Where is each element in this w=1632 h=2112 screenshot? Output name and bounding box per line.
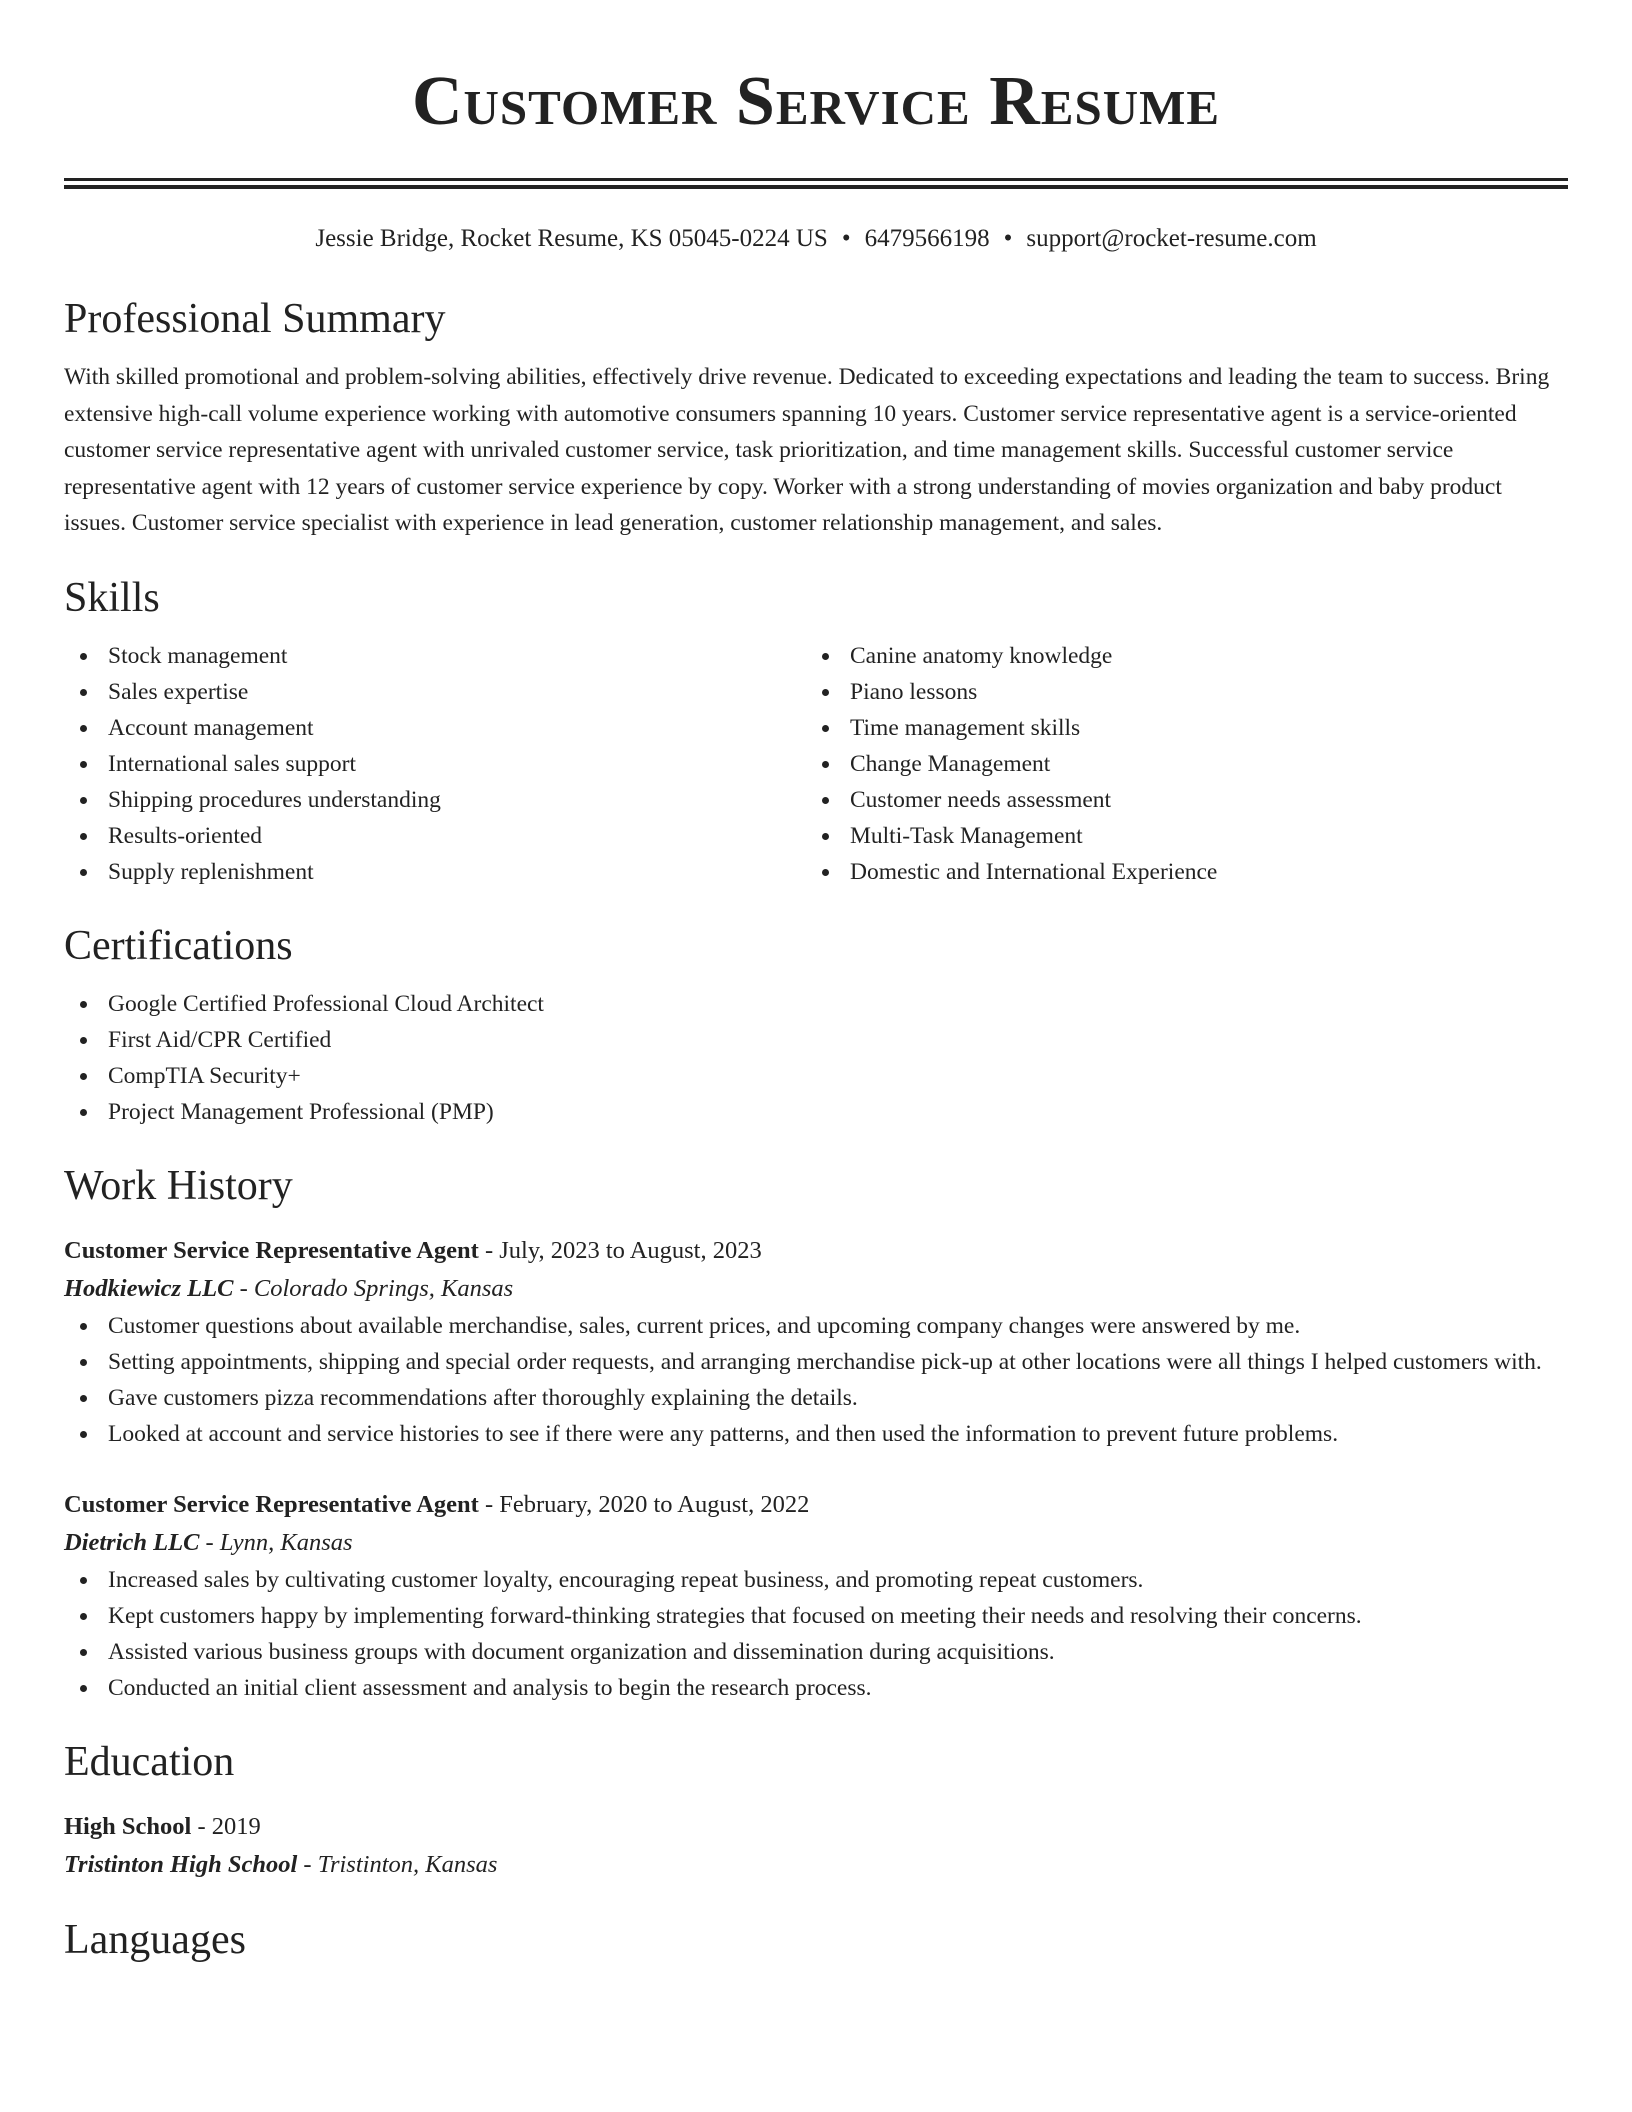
job-duty-item: Gave customers pizza recommendations after thoroughly explaining the details. xyxy=(64,1380,1568,1416)
job-dates: - February, 2020 to August, 2022 xyxy=(478,1490,810,1518)
skill-item: Results-oriented xyxy=(64,818,806,854)
job-duty-item: Assisted various business groups with document organization and dissemination during acquisitions. xyxy=(64,1634,1568,1670)
education-heading: Education xyxy=(64,1738,235,1785)
company-line xyxy=(64,1524,1568,1562)
company-name: Hodkiewicz LLC xyxy=(64,1274,234,1302)
job-title-line xyxy=(64,1486,1568,1524)
certification-item: First Aid/CPR Certified xyxy=(64,1022,1568,1058)
job-duty-item: Setting appointments, shipping and special order requests, and arranging merchandise pick-up at other locations were all things I helped customers with. xyxy=(64,1344,1568,1380)
skill-item: Customer needs assessment xyxy=(806,782,1548,818)
job-title-line xyxy=(64,1232,1568,1270)
company-location: - Colorado Springs, Kansas xyxy=(233,1274,514,1302)
job-entry xyxy=(64,1232,1568,1452)
skill-item: Sales expertise xyxy=(64,674,806,710)
skill-item: Shipping procedures understanding xyxy=(64,782,806,818)
skill-item: Canine anatomy knowledge xyxy=(806,638,1548,674)
company-name: Dietrich LLC xyxy=(64,1528,200,1556)
title-divider xyxy=(64,178,1568,189)
skills-column-left xyxy=(64,638,806,890)
job-duty-item: Kept customers happy by implementing forward-thinking strategies that focused on meeting their needs and resolving their concerns. xyxy=(64,1598,1568,1634)
certifications-heading: Certifications xyxy=(64,922,293,969)
job-duty-item: Customer questions about available merchandise, sales, current prices, and upcoming company changes were answered by me. xyxy=(64,1308,1568,1344)
certification-item: CompTIA Security+ xyxy=(64,1058,1568,1094)
skills-columns xyxy=(64,638,1568,890)
summary-text: With skilled promotional and problem-solving abilities, effectively drive revenue. Dedicated to exceeding expectations and leading the team to success. Bring extensive high-call volume experience working with automotive consumers spanning 10 years. Customer service representative agent is a service-oriented customer service representative agent with unrivaled customer service, task prioritization, and time management skills. Successful customer service representative agent with 12 years of customer service experience by copy. Worker with a strong understanding of movies organization and baby product issues. Customer service specialist with experience in lead generation, customer relationship management, and sales. xyxy=(64,364,1550,536)
skill-item: Change Management xyxy=(806,746,1548,782)
job-duties-list xyxy=(64,1308,1568,1452)
job-dates: - July, 2023 to August, 2023 xyxy=(478,1236,762,1264)
education-location: - Tristinton, Kansas xyxy=(297,1850,498,1878)
certification-item: Google Certified Professional Cloud Architect xyxy=(64,986,1568,1022)
summary-heading: Professional Summary xyxy=(64,296,446,342)
company-line xyxy=(64,1270,1568,1308)
certifications-list xyxy=(64,986,1568,1130)
job-duty-item: Increased sales by cultivating customer loyalty, encouraging repeat business, and promoting repeat customers. xyxy=(64,1562,1568,1598)
job-title: Customer Service Representative Agent xyxy=(64,1490,479,1518)
skills-column-right xyxy=(806,638,1548,890)
job-entry xyxy=(64,1486,1568,1706)
education-year: - 2019 xyxy=(191,1812,261,1840)
education-school: Tristinton High School xyxy=(64,1850,298,1878)
languages-heading: Languages xyxy=(64,1916,246,1963)
skill-item: International sales support xyxy=(64,746,806,782)
company-location: - Lynn, Kansas xyxy=(199,1528,353,1556)
education-degree: High School xyxy=(64,1812,192,1840)
skill-item: Multi-Task Management xyxy=(806,818,1548,854)
contact-email: support@rocket-resume.com xyxy=(1026,225,1317,252)
skill-item: Piano lessons xyxy=(806,674,1548,710)
contact-line xyxy=(64,223,1568,255)
contact-separator: • xyxy=(841,225,851,252)
skill-item: Supply replenishment xyxy=(64,854,806,890)
skill-item: Account management xyxy=(64,710,806,746)
contact-separator: • xyxy=(1003,225,1013,252)
skill-item: Time management skills xyxy=(806,710,1548,746)
job-duty-item: Looked at account and service histories to see if there were any patterns, and then used the information to prevent future problems. xyxy=(64,1416,1568,1452)
job-title: Customer Service Representative Agent xyxy=(64,1236,479,1264)
skill-item: Stock management xyxy=(64,638,806,674)
education-entry xyxy=(64,1808,1568,1884)
resume-title: Customer Service Resume xyxy=(411,63,1221,140)
certification-item: Project Management Professional (PMP) xyxy=(64,1094,1568,1130)
contact-phone: 6479566198 xyxy=(864,225,990,252)
job-duty-item: Conducted an initial client assessment and analysis to begin the research process. xyxy=(64,1670,1568,1706)
work-history-heading: Work History xyxy=(64,1162,293,1209)
education-degree-line xyxy=(64,1808,1568,1846)
skills-heading: Skills xyxy=(64,574,160,621)
job-duties-list xyxy=(64,1562,1568,1706)
contact-address: Jessie Bridge, Rocket Resume, KS 05045-0224 US xyxy=(315,225,828,252)
education-school-line xyxy=(64,1846,1568,1884)
skill-item: Domestic and International Experience xyxy=(806,854,1548,890)
